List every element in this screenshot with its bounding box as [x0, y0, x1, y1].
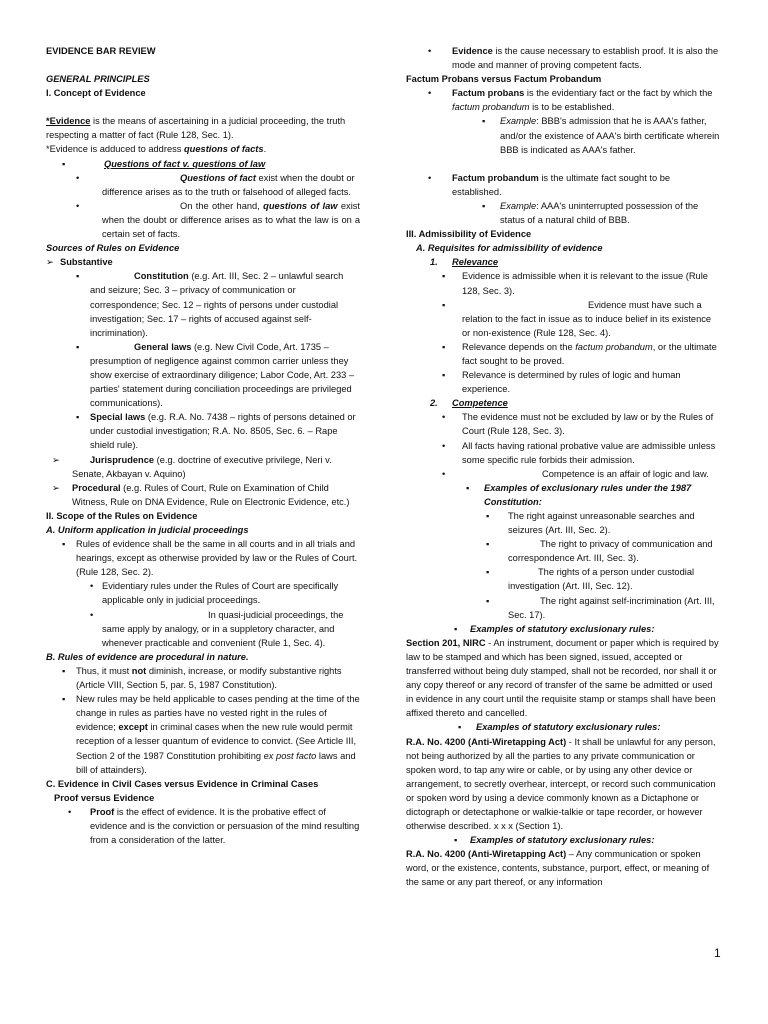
- bullet-marker: ▪: [482, 116, 486, 127]
- bullet-marker: ▪: [458, 722, 462, 733]
- bullet-marker: ▪: [442, 271, 446, 282]
- bullet-marker: ▪: [466, 482, 470, 493]
- text: Rules of evidence shall be the same in all courts and in all trials and hearings, except as otherwise provided by law or the Rules of Court.(Rule 128, Sec. 2).: [76, 539, 358, 578]
- list-item: [46, 255, 360, 269]
- paragraph: [46, 72, 360, 86]
- text: Proof versus Evidence: [54, 792, 155, 803]
- list-item: [466, 481, 720, 509]
- bullet-marker: ▪: [76, 341, 80, 352]
- text: Section 201, NIRC - An instrument, document or paper which is required by law to be stamped and which has been signed, issued, accepted or transferred without being duly stamped, shall not be recorded, nor shall it or any copy thereof or any record of transfer of the same be admitted or used in evidence in any court until the requisite stamp or stamps shall have been affixed thereto and cancelled.: [406, 637, 719, 719]
- text: C. Evidence in Civil Cases versus Evidence in Criminal Cases: [46, 778, 319, 789]
- text: *Evidence is the means of ascertaining in a judicial proceeding, the truth respecting a matter of fact (Rule 128, Sec. 1).: [46, 116, 346, 141]
- bullet-marker: ▪: [62, 158, 66, 169]
- page-number: 1: [714, 946, 721, 960]
- text: Relevance: [452, 257, 498, 268]
- bullet-marker: ▪: [76, 271, 80, 282]
- text: In quasi-judicial proceedings, the same apply by analogy, or in a suppletory character, and whenever practicable and convenient (Rule 1, Sec. 4).: [102, 609, 344, 648]
- text: I. Concept of Evidence: [46, 88, 146, 99]
- bullet-marker: •: [428, 172, 432, 183]
- list-item: [458, 720, 720, 734]
- paragraph: [406, 636, 720, 721]
- text: The rights of a person under custodial investigation (Art. III, Sec. 12).: [508, 567, 695, 592]
- list-item: [430, 255, 720, 269]
- text: Questions of fact v. questions of law: [104, 158, 266, 169]
- paragraph: [406, 227, 720, 241]
- text: Factum Probans versus Factum Probandum: [406, 74, 602, 85]
- text: Substantive: [60, 257, 113, 268]
- list-item: [90, 579, 360, 607]
- text: Examples of statutory exclusionary rules:: [470, 835, 655, 846]
- bullet-marker: ➢: [52, 482, 60, 493]
- text: Constitution (e.g. Art. III, Sec. 2 – unlawful search and seizure; Sec. 3 – privacy of communication or correspondence; Sec. 12 – rights of persons under custodial investigation; Sec. 17 – rights of accused against self-incrimination).: [90, 271, 344, 338]
- paragraph: [46, 241, 360, 255]
- text: Example: AAA's uninterrupted possession of the status of a natural child of BBB.: [500, 200, 699, 226]
- text: R.A. No. 4200 (Anti-Wiretapping Act) – Any communication or spoken word, or the existence, contents, substance, purport, effect, or meaning of the same or any part thereof, or any information: [406, 849, 710, 888]
- text: GENERAL PRINCIPLES: [46, 74, 150, 85]
- text: III. Admissibility of Evidence: [406, 229, 532, 240]
- text: Relevance is determined by rules of logic and human experience.: [462, 370, 681, 395]
- list-item: [76, 410, 360, 452]
- text: Competence: [452, 398, 508, 409]
- spacer: [406, 157, 720, 171]
- bullet-marker: •: [90, 609, 94, 620]
- paragraph: [54, 791, 360, 805]
- paragraph: [46, 114, 360, 142]
- bullet-marker: ▪: [454, 835, 458, 846]
- list-item: [442, 269, 720, 297]
- list-item: [442, 340, 720, 368]
- list-item: [52, 453, 360, 481]
- list-item: [76, 269, 360, 339]
- bullet-marker: ▪: [442, 370, 446, 381]
- list-item: [62, 157, 360, 171]
- text: Evidence must have such a relation to the fact in issue as to induce belief in its existence or non-existence (Rule 128, Sec. 4).: [462, 299, 712, 338]
- list-item: [486, 565, 720, 593]
- bullet-marker: ➢: [46, 257, 54, 268]
- list-item: [486, 509, 720, 537]
- text: All facts having rational probative value are admissible unless some specific rule forbids their admission.: [462, 440, 716, 465]
- text: B. Rules of evidence are procedural in nature.: [46, 651, 249, 662]
- text: EVIDENCE BAR REVIEW: [46, 46, 156, 56]
- text: Factum probans is the evidentiary fact or the fact by which the factum probandum is to be established.: [452, 88, 713, 113]
- text: A. Uniform application in judicial proceedings: [46, 525, 249, 535]
- list-item: [442, 368, 720, 396]
- list-item: [486, 594, 720, 622]
- bullet-marker: ▪: [62, 539, 66, 550]
- bullet-marker: ▪: [486, 595, 490, 606]
- list-item: [62, 664, 360, 692]
- bullet-marker: •: [76, 172, 80, 183]
- paragraph: [46, 777, 360, 791]
- text: General laws (e.g. New Civil Code, Art. 1735 – presumption of negligence against common carrier unless they show exercise of extraordinary diligence; Labor Code, Art. 233 – parties' statement during conciliation proceedings are privileged communications).: [90, 341, 355, 409]
- bullet-marker: ▪: [442, 341, 446, 352]
- bullet-marker: •: [442, 468, 446, 479]
- paragraph: [46, 86, 360, 100]
- text: Thus, it must not diminish, increase, or modify substantive rights (Article VIII, Section 5, par. 5, 1987 Constitution).: [76, 665, 342, 691]
- paragraph: [46, 523, 360, 537]
- bullet-marker: ➢: [52, 454, 60, 465]
- text: Examples of exclusionary rules under the 1987 Constitution:: [484, 482, 692, 507]
- list-item: [428, 86, 720, 114]
- text: Sources of Rules on Evidence: [46, 243, 180, 254]
- list-item: [482, 199, 720, 227]
- list-item: [442, 298, 720, 340]
- bullet-marker: •: [442, 440, 446, 451]
- list-item: [442, 467, 720, 481]
- text: The right against unreasonable searches and seizures (Art. III, Sec. 2).: [508, 511, 695, 536]
- paragraph: [46, 142, 360, 156]
- text: II. Scope of the Rules on Evidence: [46, 510, 198, 521]
- bullet-marker: •: [68, 806, 72, 817]
- bullet-marker: 2.: [430, 398, 438, 409]
- text: Evidence is the cause necessary to establish proof. It is also the mode and manner of proving competent facts.: [452, 46, 719, 71]
- list-item: [76, 171, 360, 199]
- text: R.A. No. 4200 (Anti-Wiretapping Act) - It shall be unlawful for any person, not being authorized by all the parties to any private communication or spoken word, to tap any wire or cable, or by using any other device or arrangement, to secretly overhear, intercept, or record such communication or spoken word by using a device commonly known as a Dictaphone or dictograph or detectaphone or walkie-talkie or tape recorder, or however otherwise described. x x x (Section 1).: [406, 736, 716, 832]
- bullet-marker: ▪: [482, 200, 486, 211]
- list-item: [486, 537, 720, 565]
- text: Jurisprudence (e.g. doctrine of executive privilege, Neri v. Senate, Akbayan v. Aquino): [72, 454, 332, 479]
- bullet-marker: ▪: [486, 539, 490, 550]
- list-item: [430, 396, 720, 410]
- bullet-marker: ▪: [62, 694, 66, 705]
- list-item: [62, 537, 360, 579]
- text: The right against self-incrimination (Art. III, Sec. 17).: [508, 595, 715, 620]
- list-item: [428, 44, 720, 72]
- list-item: [428, 171, 720, 199]
- list-item: [442, 410, 720, 438]
- paragraph: [46, 44, 360, 58]
- text: Competence is an affair of logic and law.: [542, 468, 709, 479]
- paragraph: [416, 241, 720, 255]
- text: On the other hand, questions of law exist when the doubt or difference arises as to what the law is on a certain set of facts.: [102, 200, 360, 240]
- paragraph: [406, 72, 720, 86]
- text: Evidentiary rules under the Rules of Court are specifically applicable only in judicial proceedings.: [102, 581, 339, 606]
- bullet-marker: •: [428, 88, 432, 99]
- spacer: [46, 58, 360, 72]
- right-column: [406, 44, 720, 890]
- left-column: [46, 44, 360, 847]
- bullet-marker: •: [90, 581, 94, 592]
- text: Questions of fact exist when the doubt or difference arises as to the truth or falsehood of alleged facts.: [102, 172, 355, 197]
- list-item: [76, 340, 360, 410]
- spacer: [46, 100, 360, 114]
- text: Examples of statutory exclusionary rules:: [470, 623, 655, 634]
- paragraph: [46, 509, 360, 523]
- bullet-marker: •: [442, 412, 446, 423]
- list-item: [442, 439, 720, 467]
- list-item: [52, 481, 360, 509]
- text: A. Requisites for admissibility of evidence: [416, 243, 603, 254]
- list-item: [62, 692, 360, 777]
- bullet-marker: ▪: [62, 665, 66, 676]
- bullet-marker: •: [428, 46, 432, 56]
- text: The evidence must not be excluded by law or by the Rules of Court (Rule 128, Sec. 3).: [462, 412, 714, 437]
- list-item: [68, 805, 360, 847]
- bullet-marker: ▪: [486, 567, 490, 578]
- text: *Evidence is adduced to address questions of facts.: [46, 144, 267, 155]
- bullet-marker: 1.: [430, 257, 438, 268]
- bullet-marker: ▪: [454, 623, 458, 634]
- list-item: [90, 608, 360, 650]
- bullet-marker: ▪: [486, 511, 490, 521]
- paragraph: [46, 650, 360, 664]
- text: Evidence is admissible when it is relevant to the issue (Rule 128, Sec. 3).: [462, 271, 708, 296]
- paragraph: [406, 735, 720, 834]
- text: The right to privacy of communication and correspondence Art. III, Sec. 3).: [508, 539, 713, 564]
- text: Procedural (e.g. Rules of Court, Rule on Examination of Child Witness, Rule on DNA Evidence, Rule on Electronic Evidence, etc.): [72, 482, 350, 507]
- list-item: [454, 622, 720, 636]
- text: Example: BBB's admission that he is AAA's father, and/or the existence of AAA's birth certificate wherein BBB is indicated as AAA's father.: [500, 116, 720, 155]
- text: Proof is the effect of evidence. It is the probative effect of evidence and is the conviction or persuasion of the mind resulting from a consideration of the latter.: [90, 806, 360, 846]
- list-item: [454, 833, 720, 847]
- text: Relevance depends on the factum probandum, or the ultimate fact sought to be proved.: [462, 341, 717, 366]
- text: Factum probandum is the ultimate fact sought to be established.: [452, 172, 671, 197]
- bullet-marker: •: [76, 200, 80, 211]
- bullet-marker: ▪: [76, 412, 80, 423]
- bullet-marker: ▪: [442, 299, 446, 310]
- text: Examples of statutory exclusionary rules:: [476, 722, 661, 733]
- list-item: [76, 199, 360, 241]
- text: Special laws (e.g. R.A. No. 7438 – rights of persons detained or under custodial investigation; R.A. No. 8505, Sec. 6. – Rape shield rule).: [90, 412, 356, 451]
- text: New rules may be held applicable to cases pending at the time of the change in rules as parties have no vested right in the rules of evidence; except in criminal cases when the new rule would permit reception of a lesser quantum of evidence to convict. (See Article III, Section 2 of the 1987 Constitution prohibiting ex post facto laws and bill of attainders).: [76, 694, 360, 775]
- paragraph: [406, 847, 720, 889]
- list-item: [482, 114, 720, 156]
